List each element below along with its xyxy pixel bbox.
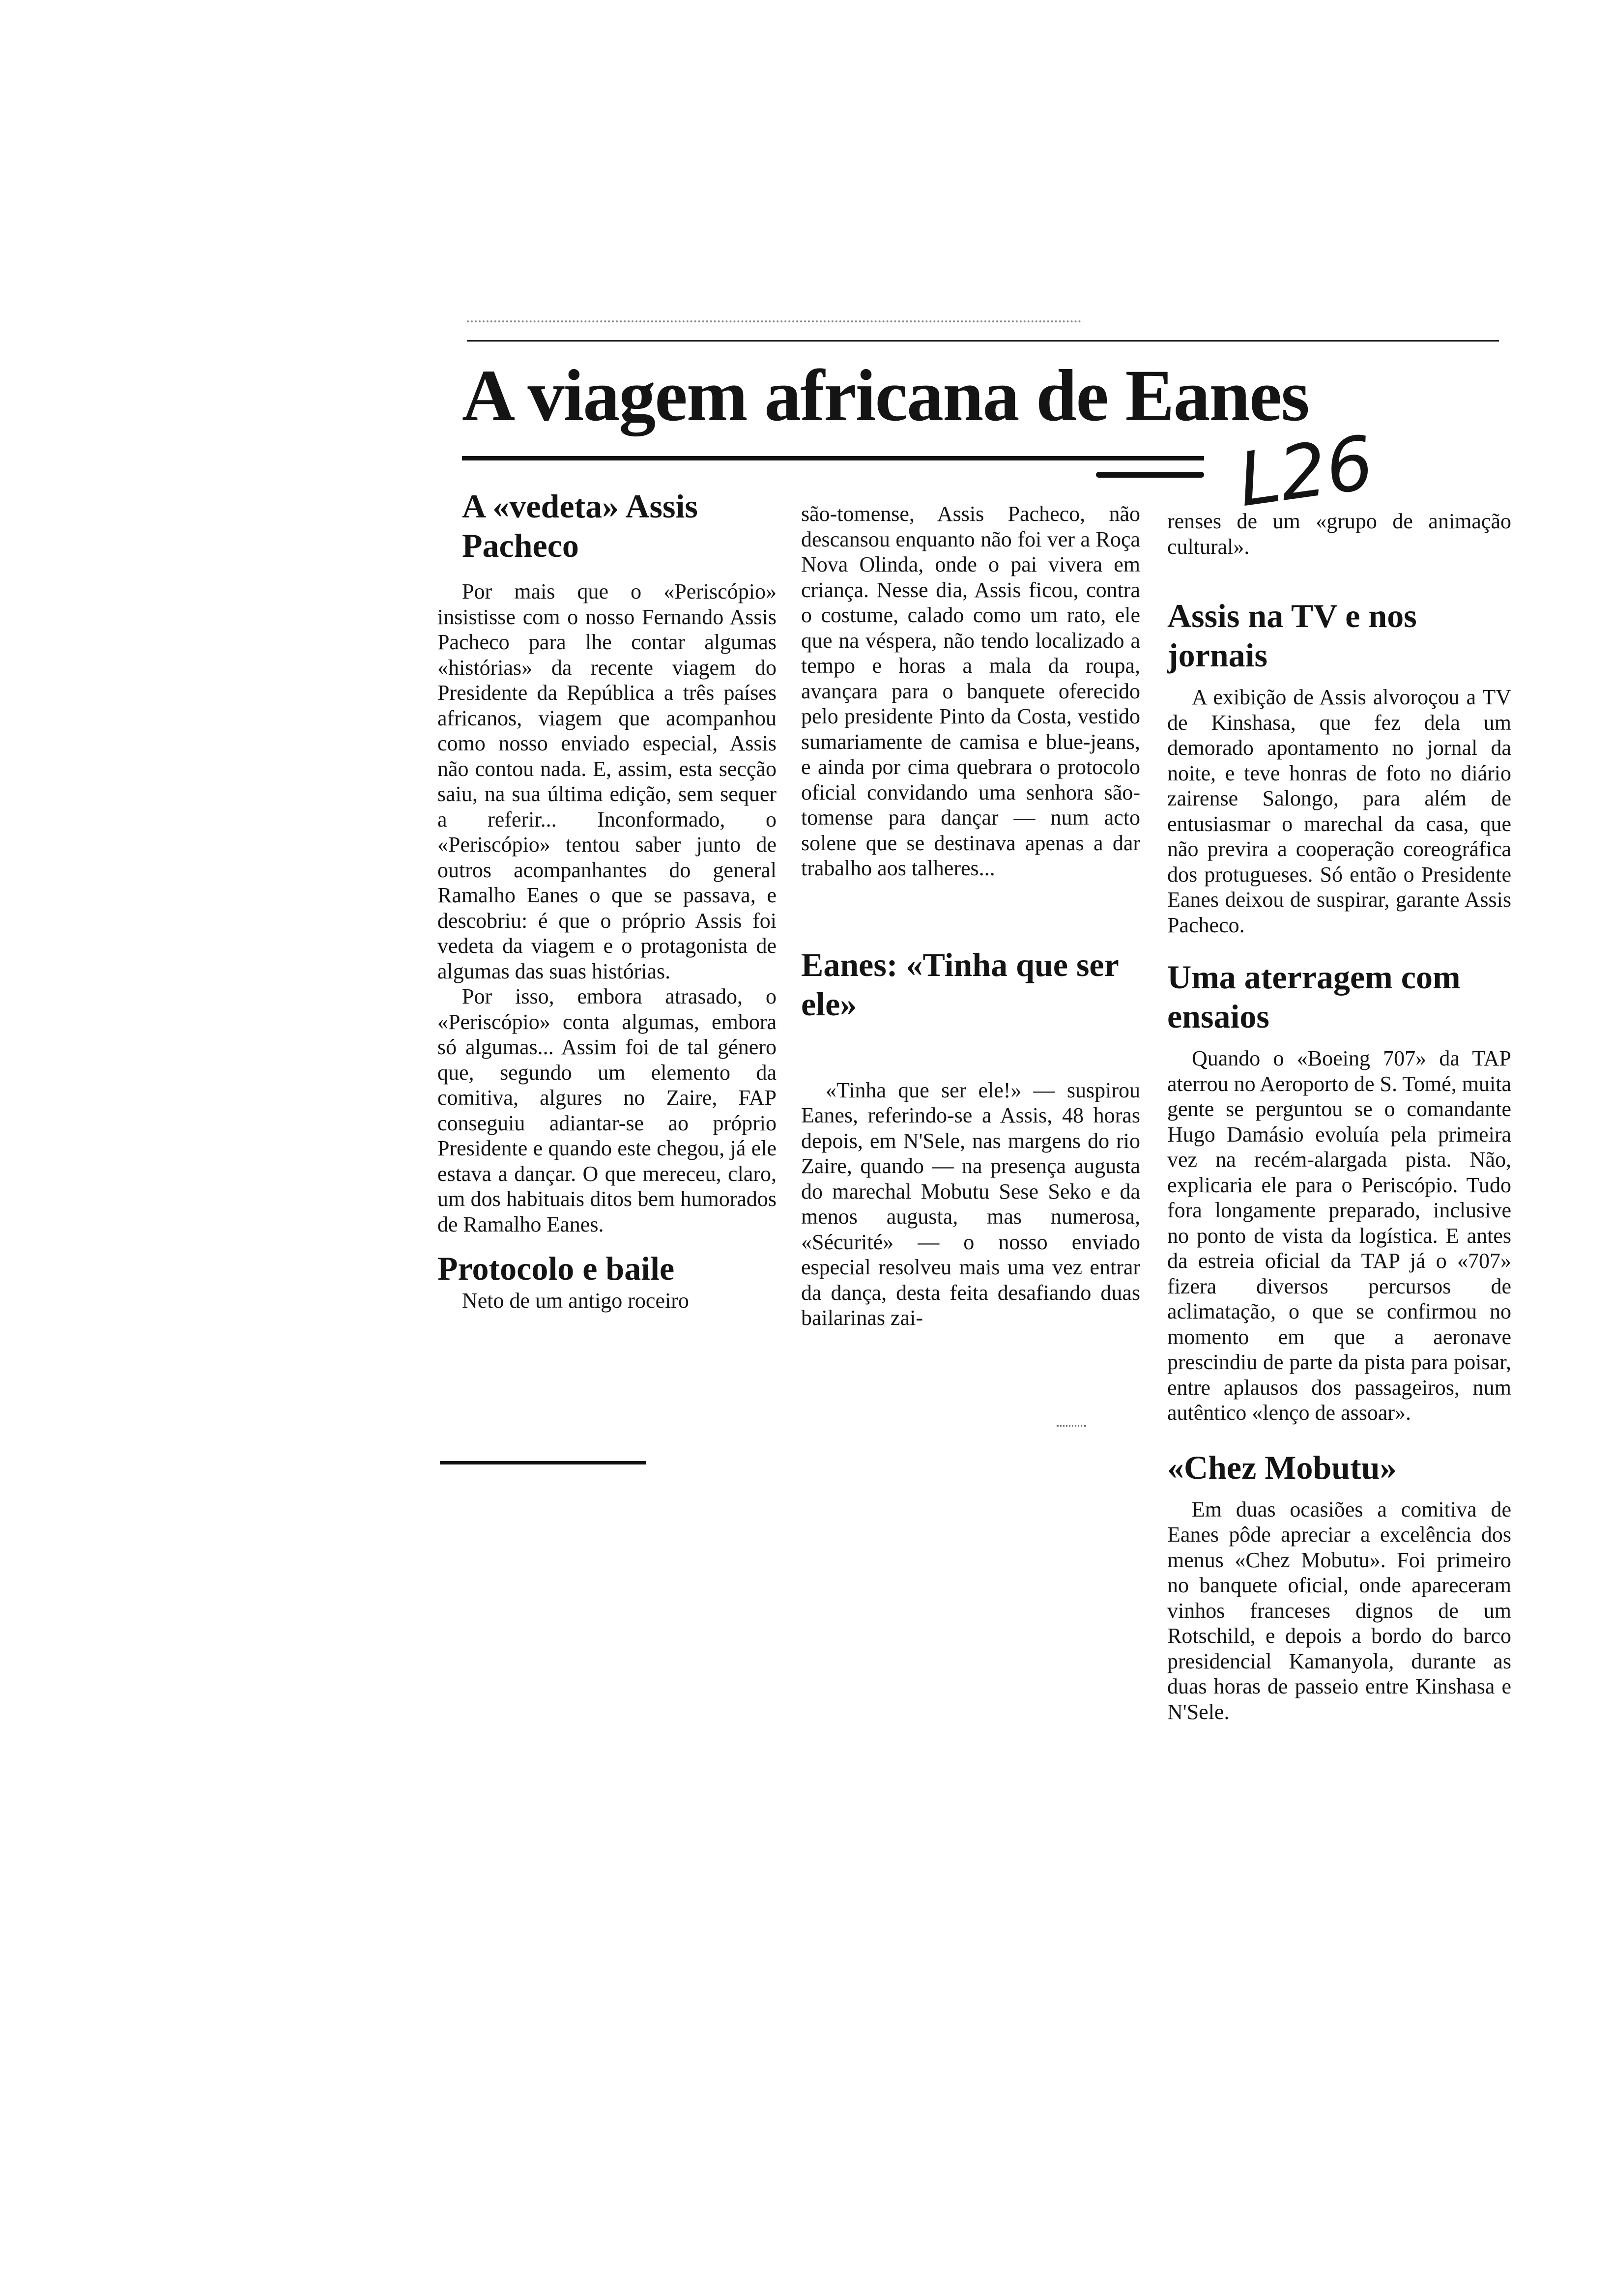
top-rule <box>467 340 1499 342</box>
paragraph: Por isso, embora atrasado, o «Periscópio» conta algumas, embora só algumas... Assim foi de tal género que, segundo um elemento da comitiva, algures no Zaire, FAP conseguiu adiantar-se ao próprio Presidente e quando este chegou, já ele estava a dançar. O que mereceu, claro, um dos habituais ditos bem humorados de Ramalho Eanes. <box>437 984 777 1236</box>
section-heading: «Chez Mobutu» <box>1167 1448 1397 1486</box>
section-heading: Assis na TV e nos jornais <box>1167 597 1417 674</box>
paragraph: Neto de um antigo roceiro <box>462 1289 689 1313</box>
column-end-rule <box>440 1461 646 1464</box>
paragraph: Por mais que o «Periscópio» insistisse com o nosso Fernando Assis Pacheco para lhe contar algumas «histórias» da recente viagem do Presidente da República a três países africanos, viagem que acompanhou como nosso enviado especial, Assis não contou nada. E, assim, esta secção saiu, na sua última edição, sem sequer a referir... Inconformado, o «Periscópio» tentou saber junto de outros acompanhantes do general Ramalho Eanes o que se passava, e descobriu: é que o próprio Assis foi vedeta da viagem e o protagonista de algumas das suas histórias. <box>437 579 777 983</box>
section-heading: Eanes: «Tinha que ser ele» <box>801 946 1119 1023</box>
section-heading: Protocolo e baile <box>437 1250 675 1287</box>
dotted-mark <box>1057 1425 1086 1427</box>
paragraph: Em duas ocasiões a comitiva de Eanes pôde apreciar a excelência dos menus «Chez Mobutu». Foi primeiro no banquete oficial, onde apareceram vinhos franceses dignos de um Rotschild, e depois a bordo do barco presidencial Kamanyola, durante as duas horas de passeio entre Kinshasa e N'Sele. <box>1167 1497 1511 1724</box>
handwritten-underline <box>1096 472 1204 478</box>
paragraph: Quando o «Boeing 707» da TAP aterrou no Aeroporto de S. Tomé, muita gente se perguntou se o comandante Hugo Damásio evoluía pela primeira vez na recém-alargada pista. Não, explicaria ele para o Periscópio. Tudo fora longamente preparado, inclusive no ponto de vista da logística. E antes da estreia oficial da TAP já o «707» fizera diversos percursos de aclimatação, o que se confirmou no momento em que a aeronave prescindiu de parte da pista para poisar, entre aplausos dos passageiros, num autêntico «lenço de assoar». <box>1167 1046 1511 1425</box>
top-dotted-rule <box>467 320 1081 322</box>
column-1 <box>437 487 777 1314</box>
paragraph: A exibição de Assis alvoroçou a TV de Kinshasa, que fez dela um demorado apontamento no jornal da noite, e teve honras de foto no diário zairense Salongo, para além de entusiasmar o marechal da casa, que não previra a cooperação coreográfica dos protugueses. Só então o Presidente Eanes deixou de suspirar, garante Assis Pacheco. <box>1167 685 1511 937</box>
section-heading: Uma aterragem com ensaios <box>1167 958 1461 1035</box>
column-3 <box>1167 509 1511 1724</box>
column-2 <box>801 501 1140 1331</box>
title-rule <box>462 456 1204 460</box>
article-title: A viagem africana de Eanes <box>462 355 1309 436</box>
paragraph: «Tinha que ser ele!» — suspirou Eanes, referindo-se a Assis, 48 horas depois, em N'Sele, nas margens do rio Zaire, quando — na presença augusta do marechal Mobutu Sese Seko e da menos augusta, mas numerosa, «Sécurité» — o nosso enviado especial resolveu mais uma vez entrar da dança, desta feita desafiando duas bailarinas zai- <box>801 1078 1140 1330</box>
paragraph-continued: são-tomense, Assis Pacheco, não descansou enquanto não foi ver a Roça Nova Olinda, onde o pai vivera em criança. Nesse dia, Assis ficou, contra o costume, calado como um rato, ele que na véspera, não tendo localizado a tempo e horas a mala da roupa, avançara para o banquete oferecido pelo presidente Pinto da Costa, vestido sumariamente de camisa e blue-jeans, e ainda por cima quebrara o protocolo oficial convidando uma senhora são-tomense para dançar — num acto solene que se destinava apenas a dar trabalho aos talheres... <box>801 502 1140 880</box>
section-heading: A «vedeta» Assis Pacheco <box>462 488 698 564</box>
paragraph-continued: renses de um «grupo de animação cultural». <box>1167 509 1511 559</box>
handwritten-page-note: L26 <box>1233 420 1379 524</box>
